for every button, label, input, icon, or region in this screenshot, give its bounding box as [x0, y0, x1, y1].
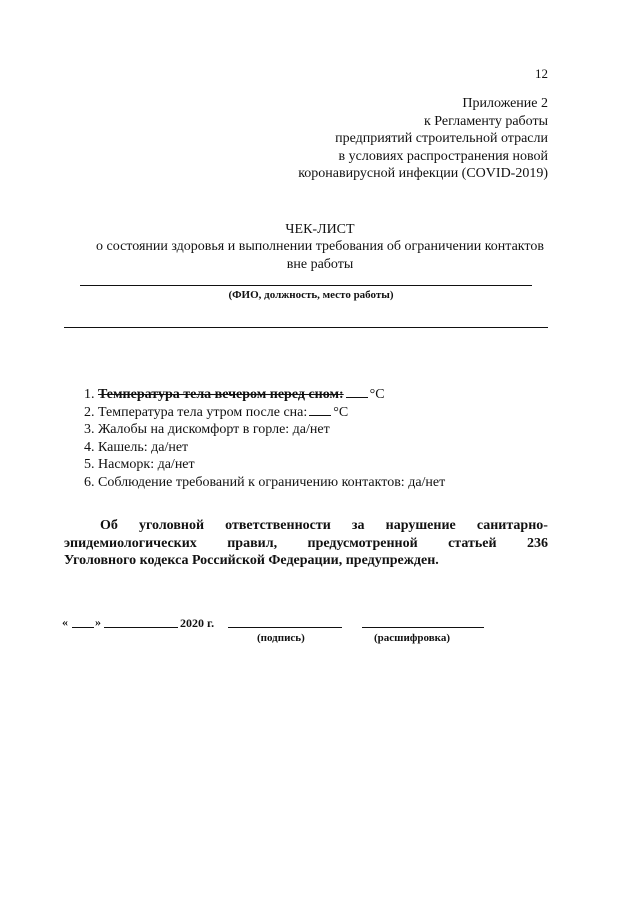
- warning-word: за: [351, 518, 365, 533]
- checklist: [84, 386, 445, 491]
- subtitle-line: вне работы: [286, 256, 354, 272]
- item-number: 1.: [84, 387, 98, 402]
- warning-word: статьей: [448, 535, 497, 551]
- document-title: ЧЕК-ЛИСТ: [285, 222, 355, 237]
- document-subtitle: [0, 238, 640, 273]
- appendix-line: к Регламенту работы: [423, 113, 548, 129]
- checklist-item-evening-temp: [84, 386, 445, 404]
- temp-unit: °C: [369, 387, 385, 402]
- date-quote-open: «: [62, 615, 68, 629]
- appendix-line: предприятий строительной отрасли: [335, 131, 548, 146]
- fio-caption: (ФИО, должность, место работы): [228, 289, 394, 301]
- warning-word: санитарно-: [476, 518, 548, 533]
- warning-word: предусмотренной: [307, 535, 418, 551]
- fio-fill-line[interactable]: [80, 285, 532, 286]
- liability-warning: [64, 517, 548, 570]
- warning-word: нарушение: [385, 518, 456, 533]
- item-label: 2. Температура тела утром после сна:: [84, 404, 308, 420]
- decode-caption: (расшифровка): [374, 632, 451, 644]
- appendix-line: Приложение 2: [462, 96, 548, 111]
- appendix-line: коронавирусной инфекции (COVID-2019): [298, 166, 548, 181]
- date-quote-close: »: [95, 615, 101, 629]
- warning-word: Об: [100, 518, 118, 533]
- checklist-item-runny-nose: 5. Насморк: да/нет: [84, 457, 195, 472]
- subtitle-line: о состоянии здоровья и выполнении требования об ограничении контактов: [96, 239, 544, 254]
- item-label-struck: Температура тела вечером перед сном:: [98, 387, 344, 402]
- morning-temp-blank[interactable]: [309, 404, 331, 416]
- evening-temp-blank[interactable]: [346, 386, 368, 398]
- checklist-item-morning-temp: [84, 404, 445, 422]
- signature-caption: (подпись): [257, 632, 305, 644]
- checklist-item-throat: 3. Жалобы на дискомфорт в горле: да/нет: [84, 422, 330, 437]
- day-blank[interactable]: [72, 627, 94, 628]
- signature-line[interactable]: [228, 627, 342, 628]
- checklist-item-contacts: 6. Соблюдение требований к ограничению контактов: да/нет: [84, 474, 446, 490]
- warning-line: Уголовного кодекса Российской Федерации, предупрежден.: [64, 553, 439, 568]
- warning-line: [64, 535, 548, 553]
- checklist-item-cough: 4. Кашель: да/нет: [84, 439, 189, 455]
- appendix-header: [298, 95, 548, 183]
- month-blank[interactable]: [104, 627, 178, 628]
- warning-line: [64, 517, 548, 535]
- page-number: 12: [535, 66, 548, 81]
- appendix-line: в условиях распространения новой: [338, 148, 548, 164]
- extra-fill-line[interactable]: [64, 327, 548, 328]
- warning-word: уголовной: [139, 518, 205, 533]
- warning-word: эпидемиологических: [64, 535, 197, 551]
- warning-word: правил,: [227, 535, 278, 551]
- decode-line[interactable]: [362, 627, 484, 628]
- warning-word: 236: [526, 535, 548, 551]
- year-label: 2020 г.: [180, 616, 215, 630]
- warning-word: ответственности: [225, 518, 331, 533]
- temp-unit: °C: [333, 404, 349, 420]
